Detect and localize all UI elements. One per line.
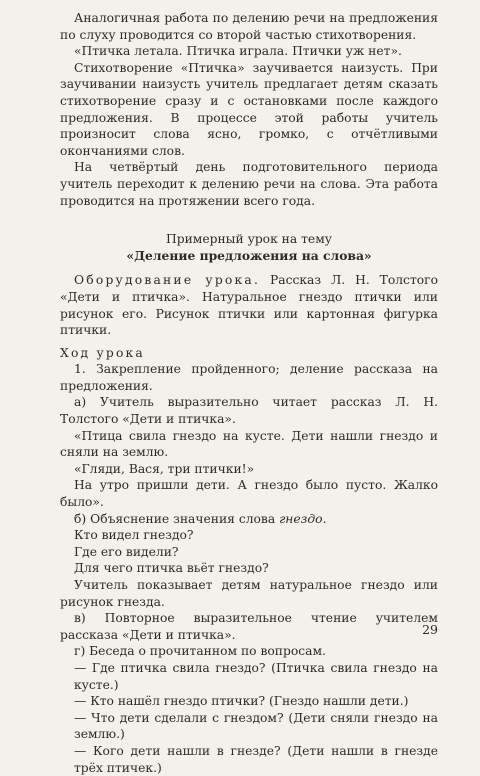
paragraph-memorization: Стихотворение «Птичка» заучивается наизусть. При заучивании наизусть учитель предлагает детям сказать стихотворение сразу и с остановками после каждого предложения. В процессе этой работы учитель произносит слова ясно, громко, с отчётливыми окончаниями слов. (60, 60, 438, 158)
lesson-heading-subtitle: Примерный урок на тему (165, 232, 332, 247)
step-1g: г) Беседа о прочитанном по вопросам. (74, 644, 326, 659)
step-1b (60, 511, 438, 528)
page-number: 29 (422, 622, 438, 637)
story-line-1: «Птица свила гнездо на кусте. Дети нашли гнездо и сняли на землю. (60, 428, 438, 460)
dialog-line-4: — Кого дети нашли в гнезде? (Дети нашли в гнезде трёх птичек.) (74, 743, 438, 775)
step-1a: а) Учитель выразительно читает рассказ Л. Н. Толстого «Дети и птичка». (60, 395, 438, 427)
equipment-paragraph (60, 272, 438, 338)
step-1b-word: гнездо. (279, 511, 327, 526)
dialog-line-2: — Кто нашёл гнездо птички? (Гнездо нашли дети.) (74, 694, 409, 709)
paragraph-fourth-day: На четвёртый день подготовительного периода учитель переходит к делению речи на слова. Эта работа проводится на протяжении всего года. (60, 160, 438, 208)
story-line-2: «Гляди, Вася, три птички!» (74, 461, 255, 476)
question-3: Для чего птичка вьёт гнездо? (74, 561, 269, 576)
story-line-3: На утро пришли дети. А гнездо было пусто. Жалко было». (60, 478, 438, 510)
lesson-heading-title: «Деление предложения на слова» (126, 247, 372, 263)
step-1b-text: б) Объяснение значения слова (74, 511, 280, 526)
equipment-label: Оборудование урока. (74, 273, 261, 288)
question-1: Кто видел гнездо? (74, 528, 194, 543)
section-title: Ход урока (60, 345, 145, 360)
question-2: Где его видели? (74, 544, 179, 559)
dialog-line-3: — Что дети сделали с гнездом? (Дети сняли гнездо на землю.) (74, 710, 438, 742)
step-1v: в) Повторное выразительное чтение учителем рассказа «Дети и птичка». (60, 611, 438, 642)
teacher-shows: Учитель показывает детям натуральное гнездо или рисунок гнезда. (60, 578, 438, 609)
step-1: 1. Закрепление пройденного; деление рассказа на предложения. (60, 362, 438, 393)
paragraph-1: Аналогичная работа по делению речи на предложения по слуху проводится со второй частью стихотворения. (60, 11, 438, 42)
equipment-text: Рассказ Л. Н. Толстого «Дети и птичка». Натуральное гнездо птички или рисунок его. Рисунок птички или картонная фигурка птички. (60, 273, 438, 338)
dialog-line-1: — Где птичка свила гнездо? (Птичка свила гнездо на кусте.) (74, 660, 438, 692)
poem-quote: «Птичка летала. Птичка играла. Птички уж нет». (74, 44, 402, 59)
